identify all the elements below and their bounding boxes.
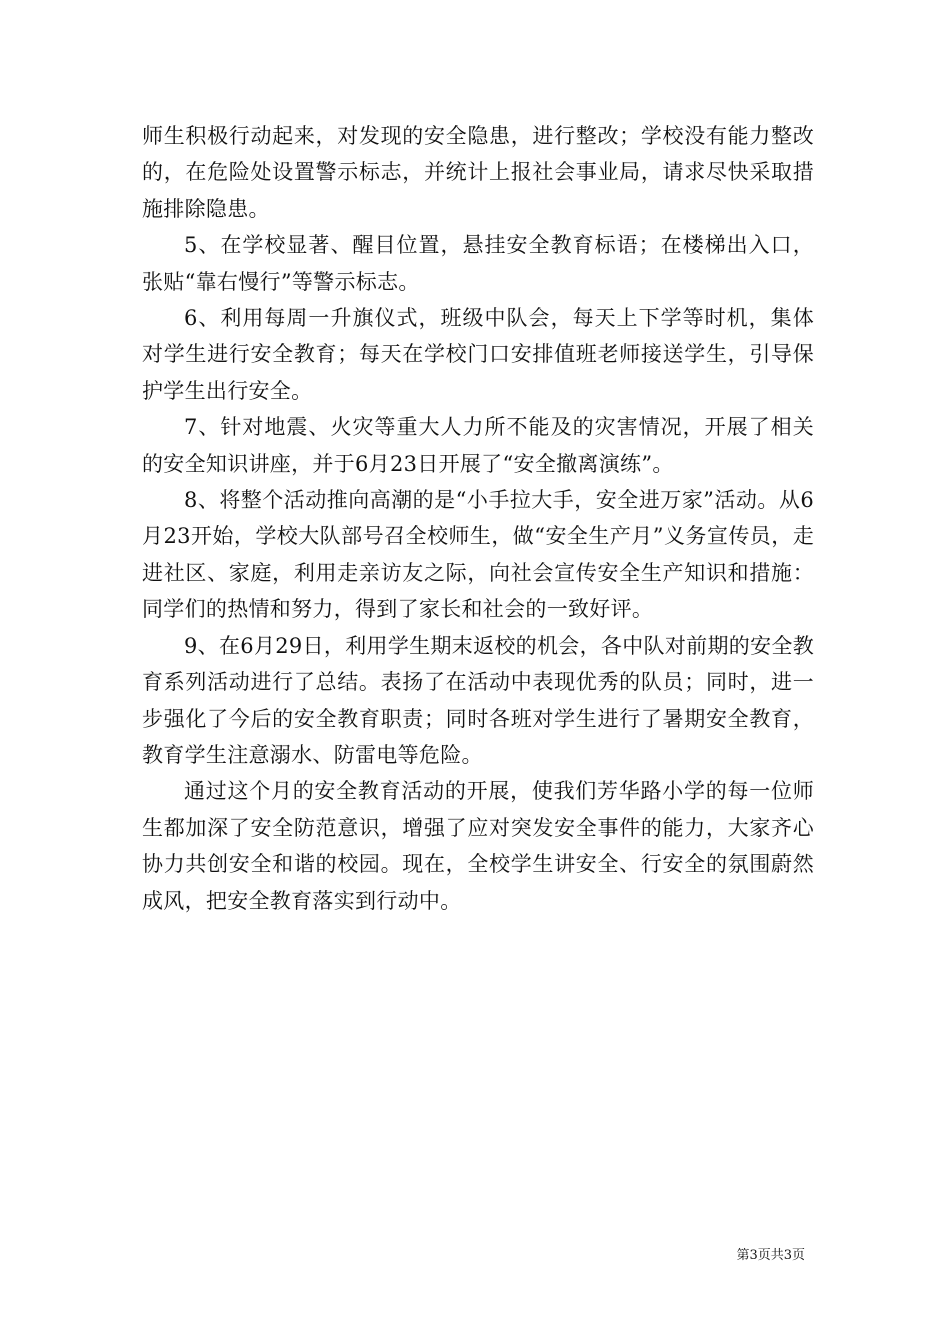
paragraph-item-8: 8、将整个活动推向高潮的是“小手拉大手，安全进万家”活动。从6月23开始，学校大队部号召全校师生，做“安全生产月”义务宣传员，走进社区、家庭，利用走亲访友之际，向社会宣传安全生产知识和措施：同学们的热情和努力，得到了家长和社会的一致好评。 — [142, 488, 814, 622]
paragraph-item-9: 9、在6月29日，利用学生期末返校的机会，各中队对前期的安全教育系列活动进行了总结。表扬了在活动中表现优秀的队员；同时，进一步强化了今后的安全教育职责；同时各班对学生进行了暑期安全教育，教育学生注意溺水、防雷电等危险。 — [142, 633, 814, 767]
paragraph-continuation: 师生积极行动起来，对发现的安全隐患，进行整改；学校没有能力整改的，在危险处设置警示标志，并统计上报社会事业局，请求尽快采取措施排除隐患。 — [142, 124, 814, 221]
document-body — [142, 118, 814, 919]
paragraph-conclusion: 通过这个月的安全教育活动的开展，使我们芳华路小学的每一位师生都加深了安全防范意识，增强了应对突发安全事件的能力，大家齐心协力共创安全和谐的校园。现在，全校学生讲安全、行安全的氛围蔚然成风，把安全教育落实到行动中。 — [142, 779, 814, 913]
paragraph-item-5: 5、在学校显著、醒目位置，悬挂安全教育标语；在楼梯出入口，张贴“靠右慢行”等警示标志。 — [142, 233, 814, 294]
page-number-footer: 第3页共3页 — [736, 1248, 805, 1263]
paragraph-item-7: 7、针对地震、火灾等重大人力所不能及的灾害情况，开展了相关的安全知识讲座，并于6月23日开展了“安全撤离演练”。 — [142, 415, 814, 476]
paragraph-item-6: 6、利用每周一升旗仪式，班级中队会，每天上下学等时机，集体对学生进行安全教育；每天在学校门口安排值班老师接送学生，引导保护学生出行安全。 — [142, 306, 814, 403]
